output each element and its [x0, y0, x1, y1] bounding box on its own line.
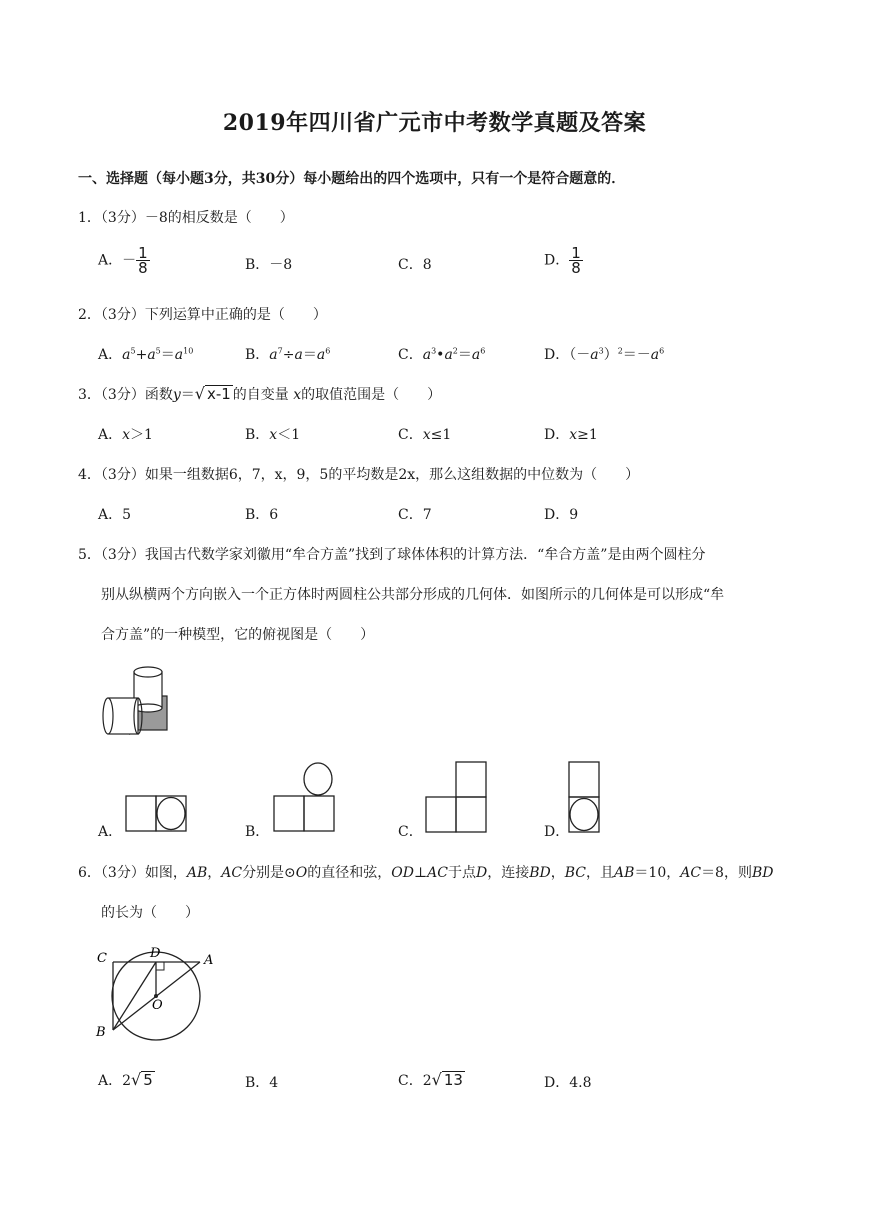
q1-d-fraction: $\frac{1}{8}$	[571, 244, 581, 277]
section-heading: 一、选择题（每小题3分，共30分）每小题给出的四个选项中，只有一个是符合题意的．	[78, 171, 626, 187]
q6-stem-line1: 6．（3分）如图，AB，AC分别是⊙O的直径和弦，OD⊥AC于点D，连接BD，BC，且AB＝10，AC＝8，则BD	[78, 865, 774, 881]
q5-option-a-label: A．	[98, 824, 123, 840]
q6-label-a: A	[204, 953, 214, 968]
q1-option-c: C．8	[398, 257, 432, 273]
q4-option-d: D．9	[544, 507, 579, 523]
q3-option-b: B．x＜1	[245, 427, 301, 443]
q6-label-b: B	[96, 1025, 106, 1040]
q4-stem: 4．（3分）如果一组数据6，7，x，9，5的平均数是2x，那么这组数据的中位数为（ ）	[78, 467, 640, 483]
q4-option-b: B．6	[245, 507, 279, 523]
q2-option-c: C．$a^3•a^2=a^6$	[398, 346, 486, 363]
q2-option-b: B．$a^7\div a=a^6$	[245, 346, 331, 363]
q5-option-d-figure	[567, 760, 603, 834]
q6-option-a: A．2√ 5	[98, 1070, 153, 1089]
q2-option-a: A．$a^5+a^5=a^{10}$	[98, 346, 194, 363]
q5-option-b-figure	[272, 760, 336, 834]
q6-option-c: C．2√ 13	[398, 1070, 463, 1089]
q4-option-a: A．5	[98, 507, 132, 523]
q1-a-label: A．－	[98, 252, 137, 269]
q4-option-c: C．7	[398, 507, 432, 523]
q1-d-label: D．	[544, 252, 570, 269]
q1-option-b: B．－8	[245, 257, 293, 273]
page-title: 2019年四川省广元市中考数学真题及答案	[222, 110, 647, 136]
q5-option-d-label: D．	[544, 824, 570, 840]
q1-option-a	[98, 246, 150, 275]
q5-stem-line1: 5．（3分）我国古代数学家刘徽用“牟合方盖”找到了球体体积的计算方法．“牟合方盖”是由两个圆柱分	[78, 547, 706, 563]
q2-stem: 2．（3分）下列运算中正确的是（ ）	[78, 307, 327, 323]
q6-label-c: C	[97, 951, 107, 966]
q1-a-fraction: $\frac{1}{8}$	[138, 244, 148, 277]
q6-label-d: D	[150, 946, 161, 961]
q5-option-c-label: C．	[398, 824, 423, 840]
q3-option-c: C．x≤1	[398, 427, 452, 443]
q1-option-d	[544, 246, 583, 275]
q6-option-d: D．4.8	[544, 1075, 592, 1091]
q6-option-b: B．4	[245, 1075, 279, 1091]
q3-option-a: A．x＞1	[98, 427, 153, 443]
q5-stem-line3: 合方盖”的一种模型，它的俯视图是（ ）	[101, 627, 375, 643]
q5-option-c-figure	[424, 760, 488, 834]
q5-model-figure	[100, 660, 172, 740]
q5-option-a-figure	[124, 794, 188, 834]
q2-option-d: D．$(-a^3)^2=-a^6$	[544, 346, 665, 363]
q3-option-d: D．x≥1	[544, 427, 598, 443]
q6-label-o: O	[152, 998, 163, 1013]
q5-option-b-label: B．	[245, 824, 270, 840]
q5-stem-line2: 别从纵横两个方向嵌入一个正方体时两圆柱公共部分形成的几何体．如图所示的几何体是可以形成“牟	[101, 587, 725, 603]
q3-radicand: x-1	[206, 385, 231, 403]
q1-stem: 1．（3分）－8的相反数是（ ）	[78, 210, 294, 226]
q3-stem: 3．（3分）函数y＝√ x-1 的自变量 x的取值范围是（ ）	[78, 384, 442, 403]
q6-circle-figure	[94, 940, 226, 1044]
q6-stem-line2: 的长为（ ）	[101, 905, 199, 921]
